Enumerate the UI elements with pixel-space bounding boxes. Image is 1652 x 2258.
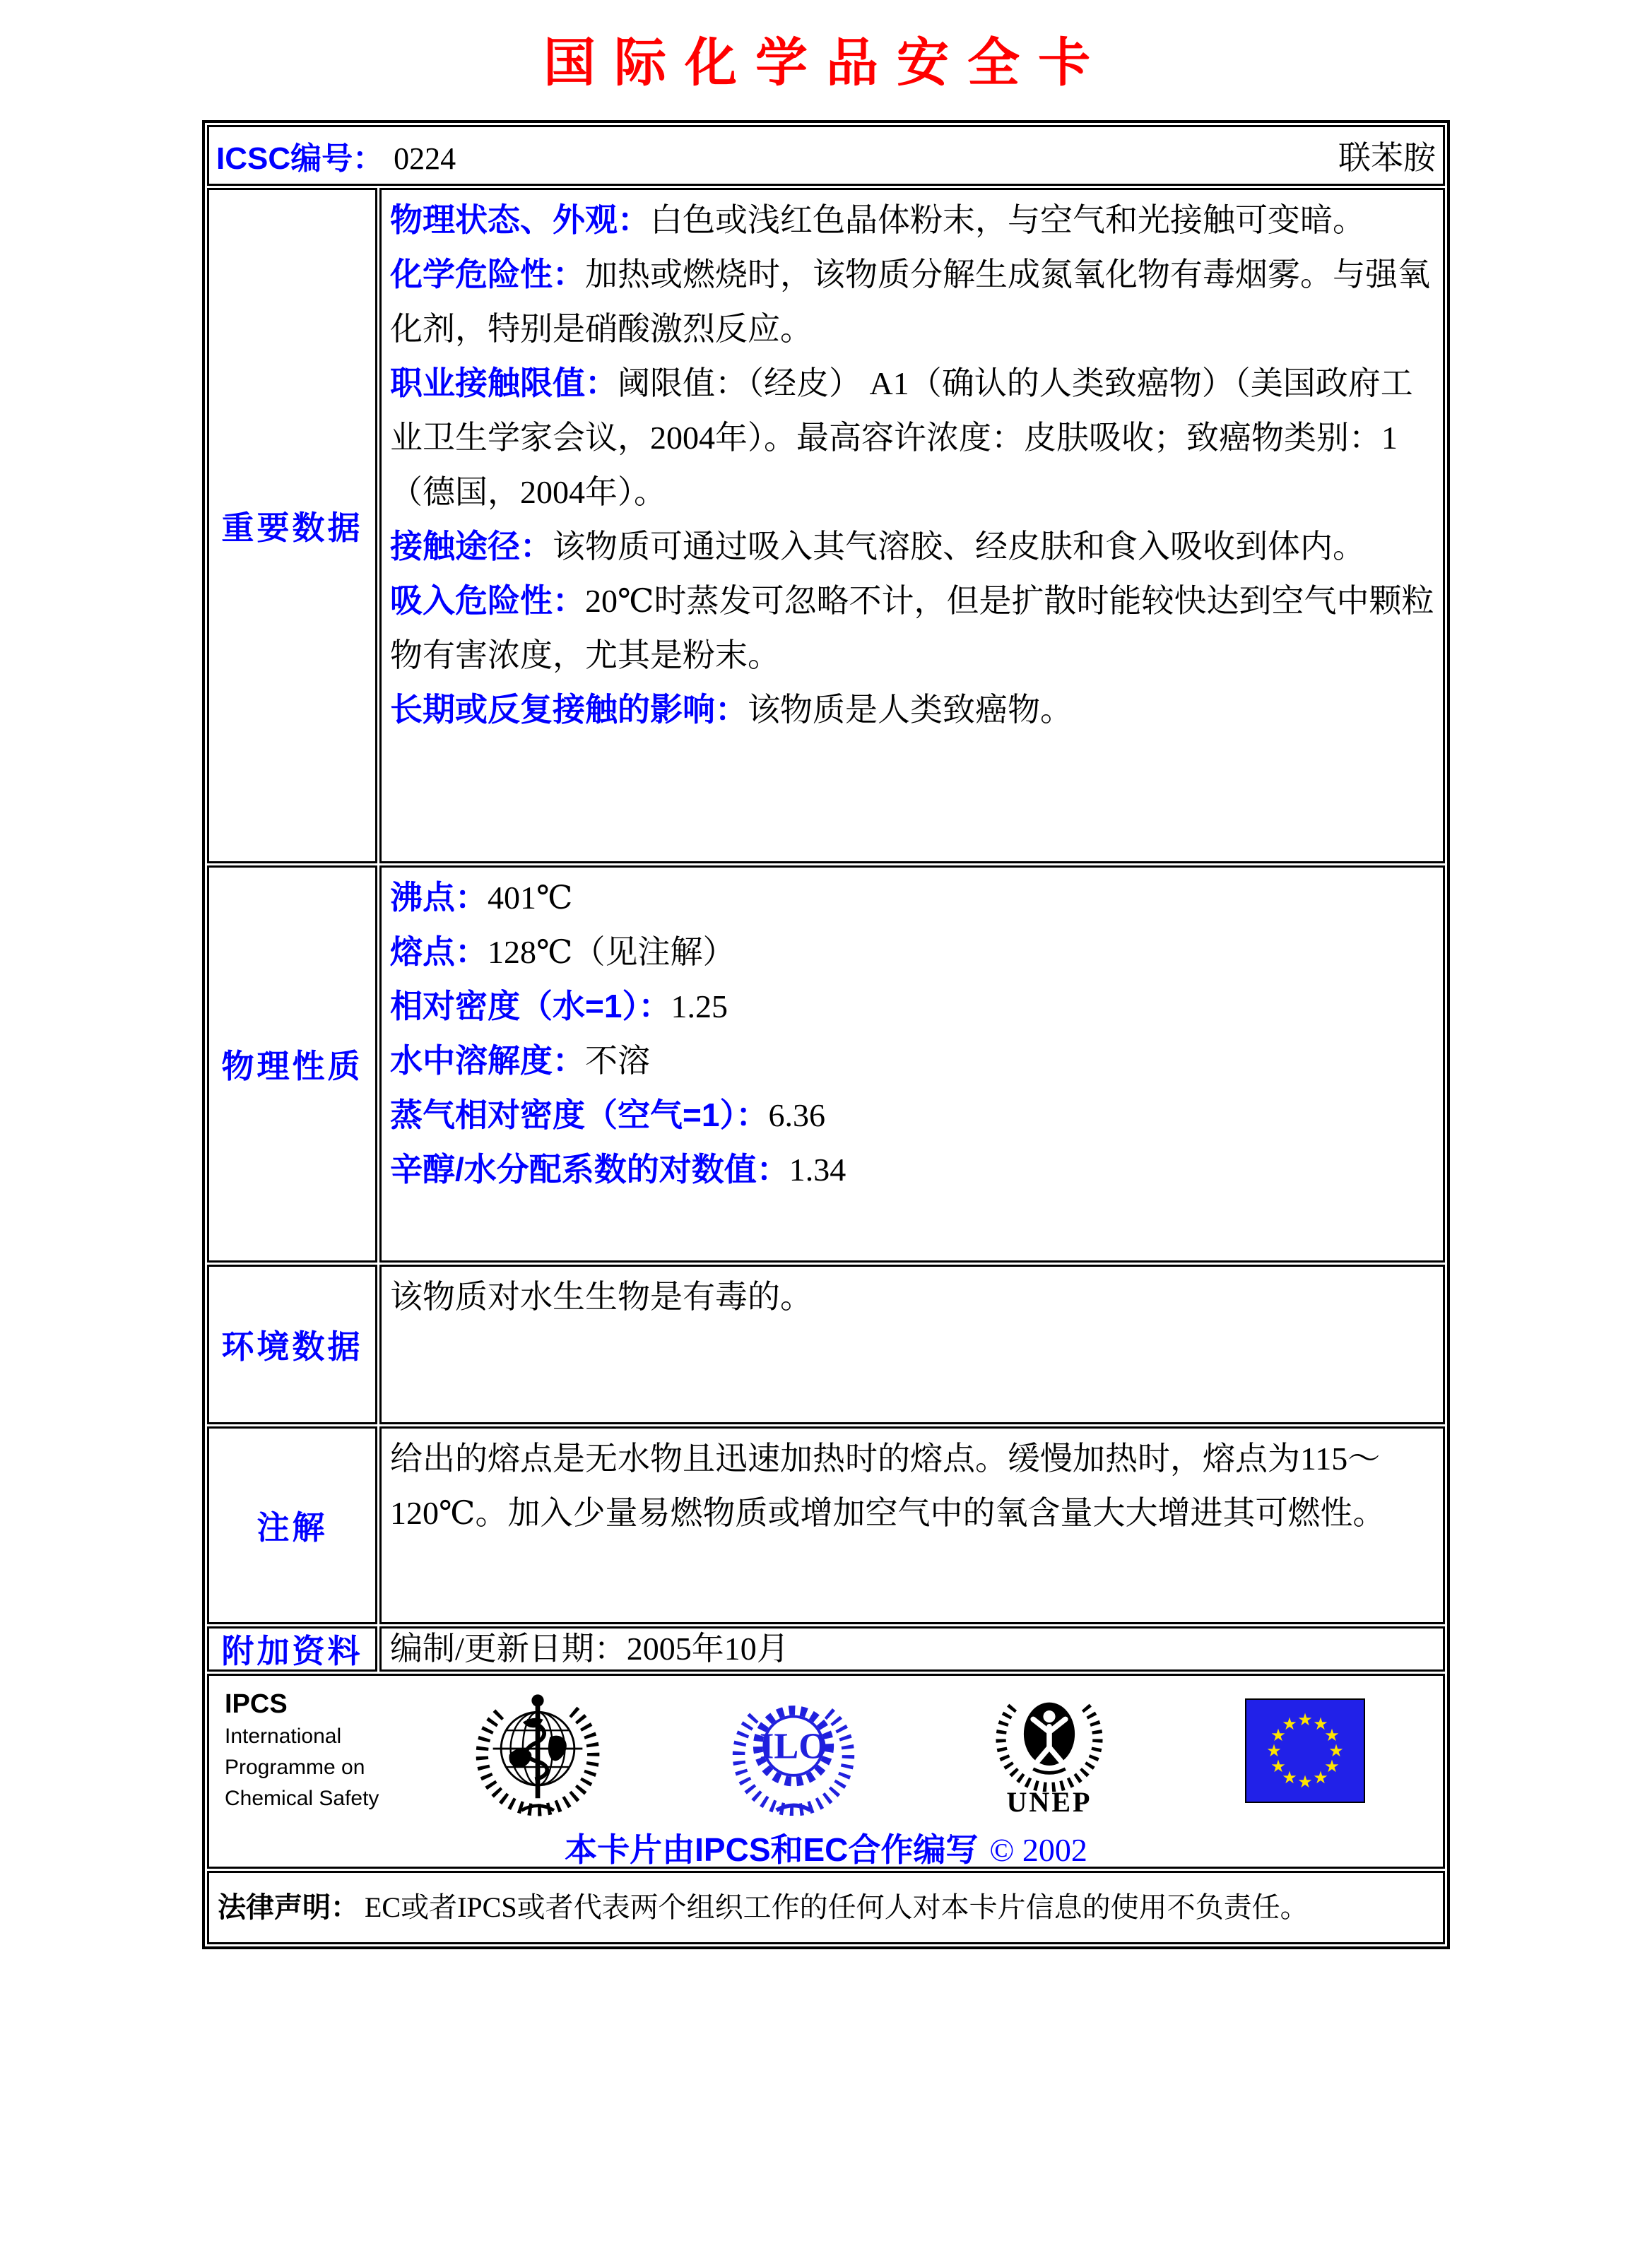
field-line xyxy=(390,682,1434,737)
footer-caption xyxy=(209,1820,1443,1869)
field-line xyxy=(390,247,1434,356)
field-value: 1.34 xyxy=(789,1152,846,1188)
legal-notice-text: EC或者IPCS或者代表两个组织工作的任何人对本卡片信息的使用不负责任。 xyxy=(365,1891,1309,1923)
field-value: 401℃ xyxy=(488,880,573,916)
field-line xyxy=(390,1629,789,1669)
legal-notice xyxy=(207,1871,1445,1944)
section-content-environmental-data xyxy=(379,1265,1445,1424)
ilo-logo-slot xyxy=(666,1686,921,1816)
section-label-important-data: 重要数据 xyxy=(207,188,377,863)
field-value: 阈限值：（经皮） A1（确认的人类致癌物）（美国政府工业卫生学家会议，2004年）。最高容许浓度：皮肤吸收；致癌物类别：1（德国，2004年）。 xyxy=(390,365,1413,510)
field-line xyxy=(390,519,1434,574)
who-logo-slot xyxy=(410,1681,666,1820)
icsc-number-value: 0224 xyxy=(394,141,456,176)
field-name: 吸入危险性： xyxy=(390,582,585,619)
field-value: 不溶 xyxy=(585,1043,650,1079)
svg-text:★: ★ xyxy=(1270,1725,1286,1745)
icsc-number xyxy=(216,133,456,178)
unep-logo-slot xyxy=(921,1684,1177,1817)
section-label-physical-properties: 物理性质 xyxy=(207,865,377,1263)
ipcs-footer xyxy=(207,1674,1445,1869)
field-value: 20℃时蒸发可忽略不计，但是扩散时能较快达到空气中颗粒物有害浓度，尤其是粉末。 xyxy=(390,583,1434,673)
field-line xyxy=(390,1431,1434,1540)
ipcs-subtitle-line: Chemical Safety xyxy=(225,1787,379,1810)
field-name: 辛醇/水分配系数的对数值： xyxy=(390,1151,789,1188)
field-name: 蒸气相对密度（空气=1）： xyxy=(390,1097,769,1133)
section-row-important-data xyxy=(207,188,1445,863)
svg-text:★: ★ xyxy=(1324,1756,1340,1776)
field-name: 物理状态、外观： xyxy=(390,201,650,238)
ipcs-subtitle-line: International xyxy=(225,1725,342,1748)
page-title: 国际化学品安全卡 xyxy=(543,33,1109,92)
section-label-notes: 注解 xyxy=(207,1426,377,1624)
field-name: 相对密度（水=1）： xyxy=(390,988,671,1024)
field-value: 该物质对水生生物是有毒的。 xyxy=(390,1279,813,1315)
chemical-name: 联苯胺 xyxy=(1338,140,1436,176)
field-name: 长期或反复接触的影响： xyxy=(390,691,748,728)
svg-text:★: ★ xyxy=(1328,1741,1344,1761)
icsc-number-label: ICSC编号： xyxy=(216,141,384,176)
logos-row xyxy=(209,1681,1443,1820)
who-logo-icon xyxy=(470,1681,606,1820)
field-line xyxy=(390,870,1434,925)
card-header-row xyxy=(207,125,1445,186)
section-label-additional-info: 附加资料 xyxy=(207,1626,377,1672)
svg-text:★: ★ xyxy=(1282,1714,1297,1734)
field-name: 化学危险性： xyxy=(390,256,585,292)
field-name: 接触途径： xyxy=(390,528,553,564)
field-value: 6.36 xyxy=(768,1097,825,1133)
section-content-important-data xyxy=(379,188,1445,863)
section-content-additional-info xyxy=(379,1626,1445,1672)
ilo-logo-icon xyxy=(728,1686,859,1816)
field-value: 给出的熔点是无水物且迅速加热时的熔点。缓慢加热时，熔点为115～120℃。加入少量易燃物质或增加空气中的氧含量大大增进其可燃性。 xyxy=(390,1441,1386,1531)
field-line xyxy=(390,574,1434,682)
svg-text:★: ★ xyxy=(1270,1756,1286,1776)
field-line xyxy=(390,1088,1434,1142)
legal-notice-label: 法律声明： xyxy=(218,1892,359,1923)
unep-logo-text: UNEP xyxy=(1006,1786,1092,1818)
svg-text:★: ★ xyxy=(1324,1725,1340,1745)
icsc-card xyxy=(202,120,1450,1949)
svg-text:★: ★ xyxy=(1266,1741,1282,1761)
svg-text:★: ★ xyxy=(1313,1768,1328,1787)
field-name: 熔点： xyxy=(390,933,488,970)
section-label-environmental-data: 环境数据 xyxy=(207,1265,377,1424)
unep-logo-icon xyxy=(996,1684,1103,1792)
field-value: 加热或燃烧时，该物质分解生成氮氧化物有毒烟雾。与强氧化剂，特别是硝酸激烈反应。 xyxy=(390,256,1430,347)
ipcs-title: IPCS xyxy=(225,1689,288,1719)
ipcs-footer-row xyxy=(207,1674,1445,1869)
field-value: 该物质可通过吸入其气溶胶、经皮肤和食入吸收到体内。 xyxy=(553,528,1365,564)
svg-text:★: ★ xyxy=(1282,1768,1297,1787)
footer-caption-text: 本卡片由IPCS和EC合作编写 xyxy=(565,1831,979,1868)
svg-text:★: ★ xyxy=(1297,1710,1313,1730)
card-header xyxy=(207,125,1445,186)
field-value: 白色或浅红色晶体粉末，与空气和光接触可变暗。 xyxy=(650,202,1365,238)
eu-flag-slot xyxy=(1177,1698,1433,1803)
field-name: 沸点： xyxy=(390,879,488,916)
legal-notice-row xyxy=(207,1871,1445,1944)
field-value: 1.25 xyxy=(671,988,728,1024)
svg-text:★: ★ xyxy=(1297,1772,1313,1792)
section-row-environmental-data xyxy=(207,1265,1445,1424)
field-value: 编制/更新日期：2005年10月 xyxy=(390,1631,789,1667)
field-value: 该物质是人类致癌物。 xyxy=(748,692,1073,728)
ipcs-subtitle-line: Programme on xyxy=(225,1756,365,1779)
field-line xyxy=(390,193,1434,247)
field-line xyxy=(390,925,1434,979)
footer-copyright: © 2002 xyxy=(989,1832,1087,1868)
section-content-physical-properties xyxy=(379,865,1445,1263)
field-name: 水中溶解度： xyxy=(390,1042,585,1079)
svg-text:★: ★ xyxy=(1313,1714,1328,1734)
field-line xyxy=(390,979,1434,1034)
unep-logo-block xyxy=(996,1684,1103,1817)
field-name: 职业接触限值： xyxy=(390,365,618,401)
field-line xyxy=(390,1034,1434,1088)
eu-flag-icon xyxy=(1245,1698,1365,1803)
section-content-notes xyxy=(379,1426,1445,1624)
section-row-notes xyxy=(207,1426,1445,1624)
field-line xyxy=(390,1270,1434,1324)
field-line xyxy=(390,356,1434,519)
svg-text:ILO: ILO xyxy=(760,1725,827,1767)
field-value: 128℃（见注解） xyxy=(488,934,736,970)
ipcs-text-block xyxy=(219,1687,410,1814)
section-row-additional-info xyxy=(207,1626,1445,1672)
field-line xyxy=(390,1142,1434,1197)
section-row-physical-properties xyxy=(207,865,1445,1263)
